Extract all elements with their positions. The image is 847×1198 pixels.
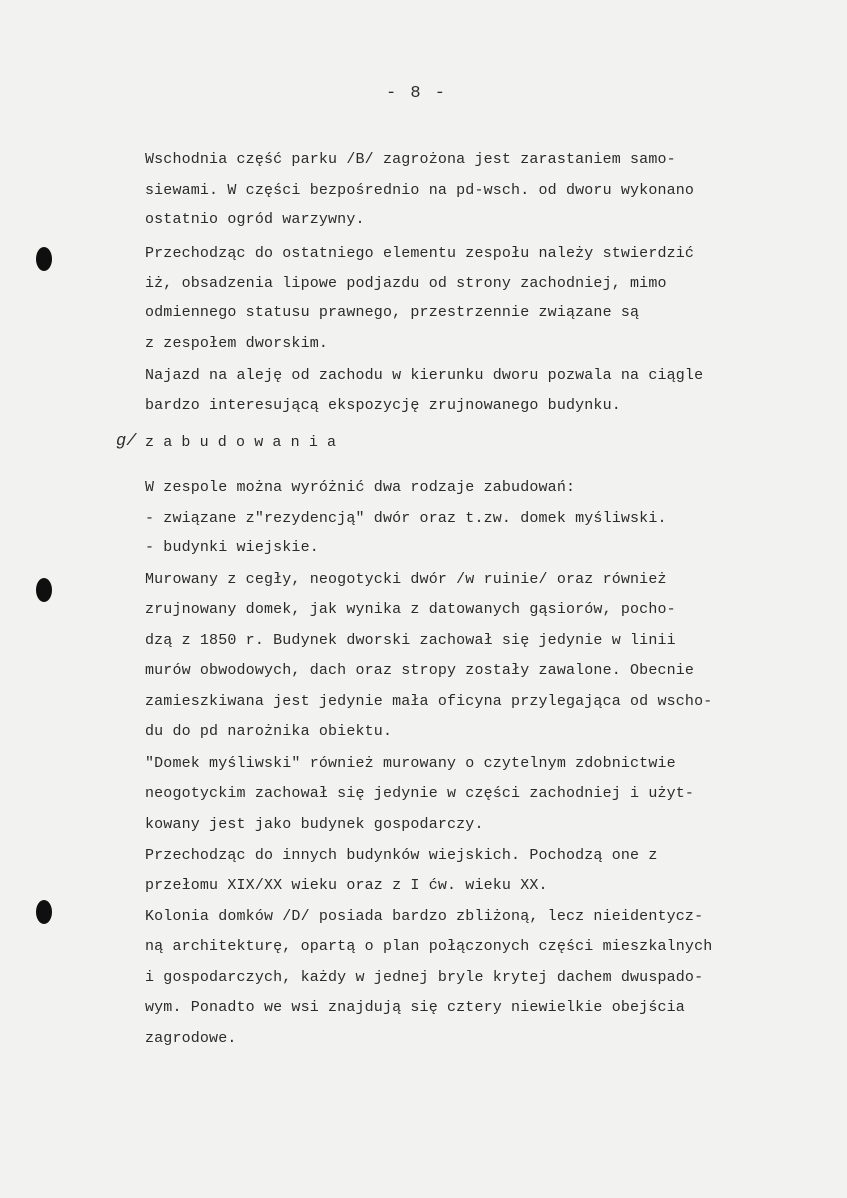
text-line: - budynki wiejskie.: [145, 539, 319, 556]
text-line: i gospodarczych, każdy w jednej bryle krytej dachem dwuspado-: [145, 969, 704, 986]
page-number: - 8 -: [386, 84, 448, 103]
text-line: du do pd narożnika obiektu.: [145, 723, 393, 740]
text-line: iż, obsadzenia lipowe podjazdu od strony zachodniej, mimo: [145, 275, 667, 292]
text-line: ną architekturę, opartą o plan połączonych części mieszkalnych: [145, 938, 713, 955]
text-line: - związane z"rezydencją" dwór oraz t.zw. domek myśliwski.: [145, 510, 667, 527]
text-line: W zespole można wyróżnić dwa rodzaje zabudowań:: [145, 479, 576, 496]
text-line: bardzo interesującą ekspozycję zrujnowanego budynku.: [145, 397, 621, 414]
text-line: murów obwodowych, dach oraz stropy zostały zawalone. Obecnie: [145, 662, 695, 679]
punch-hole-icon: [36, 247, 52, 271]
text-line: dzą z 1850 r. Budynek dworski zachował się jedynie w linii: [145, 632, 676, 649]
text-line: Wschodnia część parku /B/ zagrożona jest zarastaniem samo-: [145, 151, 676, 168]
text-line: odmiennego statusu prawnego, przestrzennie związane są: [145, 304, 640, 321]
punch-hole-icon: [36, 578, 52, 602]
section-heading: zabudowania: [145, 434, 346, 451]
text-line: kowany jest jako budynek gospodarczy.: [145, 816, 484, 833]
text-line: przełomu XIX/XX wieku oraz z I ćw. wieku XX.: [145, 877, 548, 894]
text-line: z zespołem dworskim.: [145, 335, 329, 352]
punch-hole-icon: [36, 900, 52, 924]
text-line: siewami. W części bezpośrednio na pd-wsch. od dworu wykonano: [145, 182, 695, 199]
text-line: wym. Ponadto we wsi znajdują się cztery niewielkie obejścia: [145, 999, 685, 1016]
text-line: ostatnio ogród warzywny.: [145, 211, 365, 228]
text-line: Kolonia domków /D/ posiada bardzo zbliżoną, lecz nieidentycz-: [145, 908, 704, 925]
text-line: zamieszkiwana jest jedynie mała oficyna przylegająca od wscho-: [145, 693, 713, 710]
text-line: Murowany z cegły, neogotycki dwór /w ruinie/ oraz również: [145, 571, 667, 588]
section-marker: g/: [116, 432, 137, 451]
text-line: zrujnowany domek, jak wynika z datowanych gąsiorów, pocho-: [145, 601, 676, 618]
text-line: Przechodząc do innych budynków wiejskich. Pochodzą one z: [145, 847, 658, 864]
text-line: Najazd na aleję od zachodu w kierunku dworu pozwala na ciągle: [145, 367, 704, 384]
text-line: neogotyckim zachował się jedynie w części zachodniej i użyt-: [145, 785, 695, 802]
text-line: "Domek myśliwski" również murowany o czytelnym zdobnictwie: [145, 755, 676, 772]
text-line: zagrodowe.: [145, 1030, 237, 1047]
text-line: Przechodząc do ostatniego elementu zespołu należy stwierdzić: [145, 245, 695, 262]
